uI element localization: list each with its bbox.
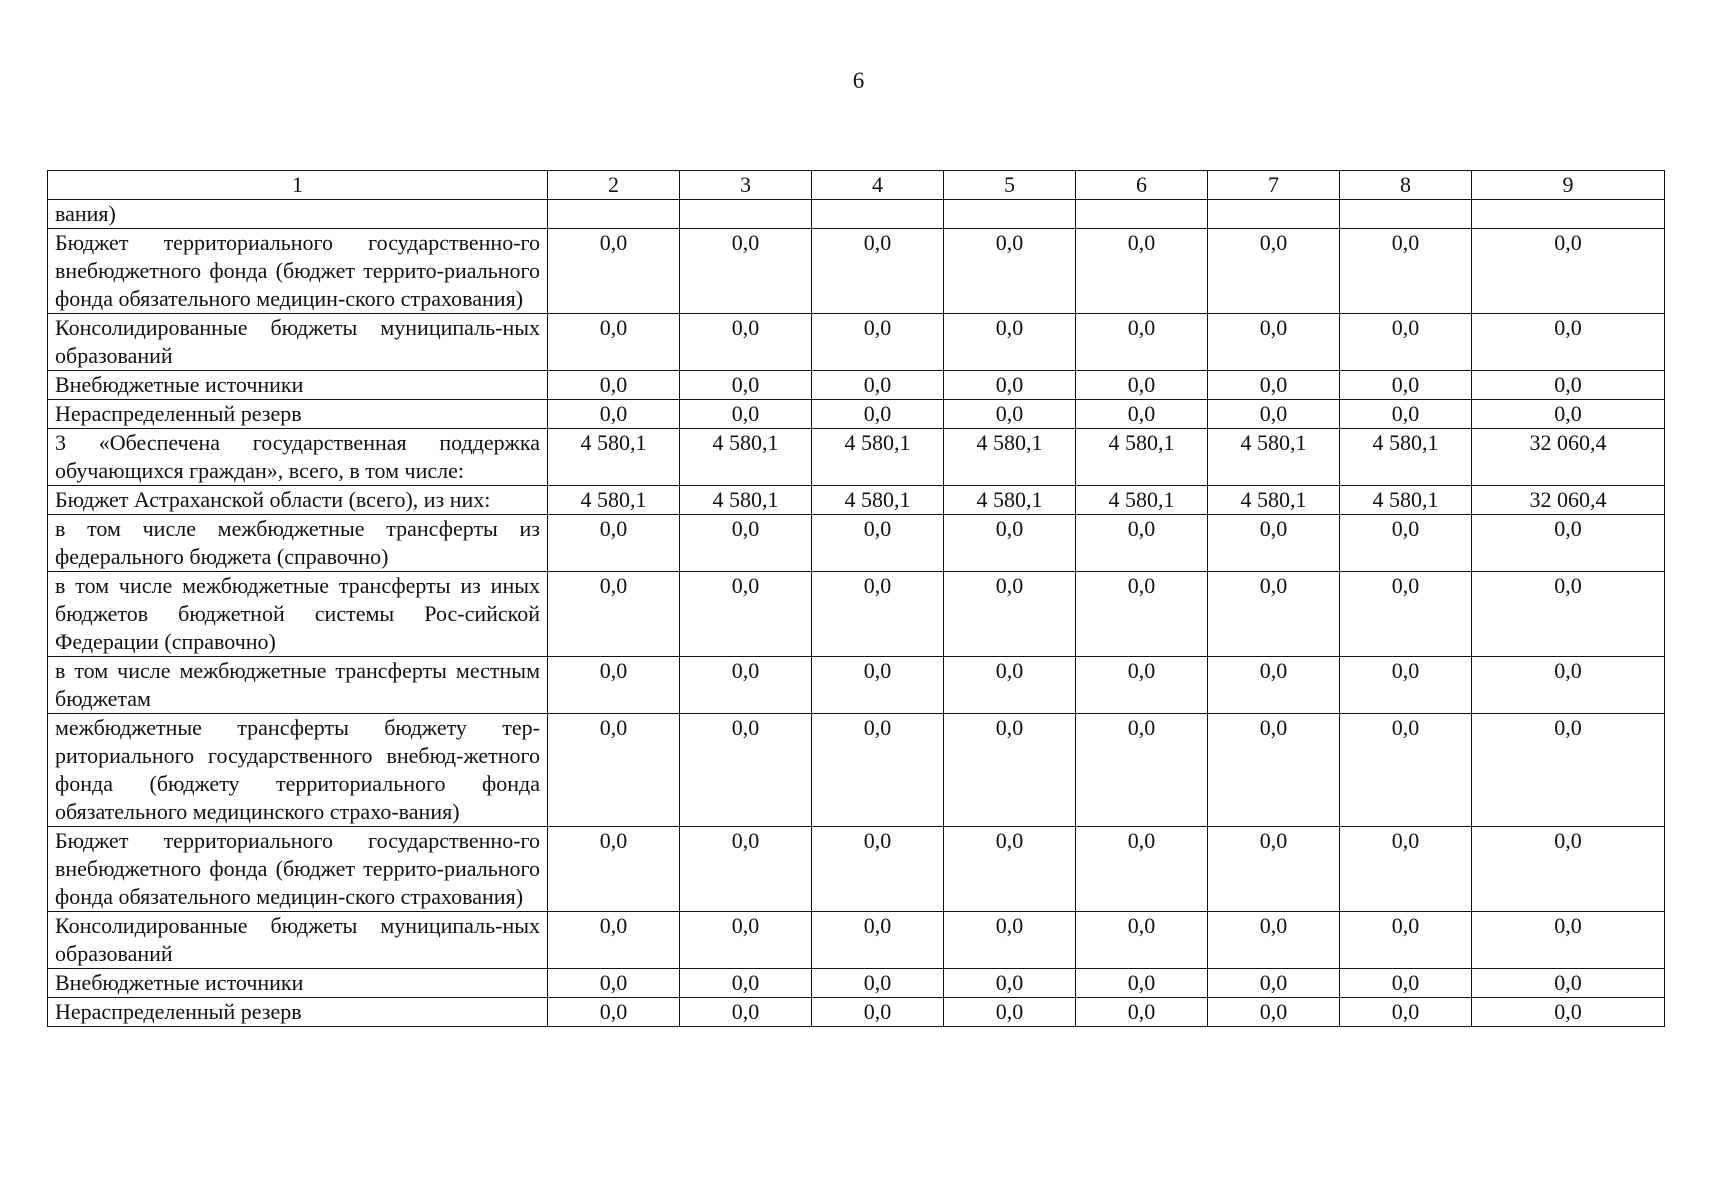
- row-value: 0,0: [1340, 998, 1472, 1027]
- row-value: 0,0: [812, 714, 944, 827]
- column-header: 1: [48, 171, 548, 200]
- row-value: 4 580,1: [680, 486, 812, 515]
- header-row: [48, 171, 1665, 200]
- row-value: 0,0: [680, 371, 812, 400]
- row-value: 4 580,1: [680, 429, 812, 486]
- row-value: 0,0: [1208, 515, 1340, 572]
- column-header: 6: [1076, 171, 1208, 200]
- row-value: 0,0: [548, 371, 680, 400]
- row-value: 0,0: [1208, 827, 1340, 912]
- row-value: 0,0: [944, 314, 1076, 371]
- row-value: 0,0: [680, 714, 812, 827]
- row-value: 0,0: [1472, 400, 1665, 429]
- row-value: 0,0: [1208, 657, 1340, 714]
- row-value: 0,0: [680, 314, 812, 371]
- row-value: 0,0: [680, 572, 812, 657]
- row-value: 0,0: [1340, 314, 1472, 371]
- row-label: вания): [48, 200, 548, 229]
- row-value: 0,0: [944, 371, 1076, 400]
- row-value: 0,0: [1208, 572, 1340, 657]
- row-label: Нераспределенный резерв: [48, 400, 548, 429]
- row-value: 0,0: [1208, 969, 1340, 998]
- row-value: 4 580,1: [1208, 429, 1340, 486]
- row-value: [1076, 200, 1208, 229]
- row-value: [548, 200, 680, 229]
- row-label: в том числе межбюджетные трансферты из иных бюджетов бюджетной системы Рос-сийской Федерации (справочно): [48, 572, 548, 657]
- row-value: 4 580,1: [1076, 486, 1208, 515]
- table-row: [48, 400, 1665, 429]
- row-value: 0,0: [944, 229, 1076, 314]
- row-value: 0,0: [548, 969, 680, 998]
- row-value: 0,0: [1472, 969, 1665, 998]
- row-value: 0,0: [1472, 314, 1665, 371]
- column-header: 2: [548, 171, 680, 200]
- table-row: [48, 714, 1665, 827]
- row-value: 0,0: [812, 969, 944, 998]
- row-value: 0,0: [1340, 371, 1472, 400]
- row-value: 0,0: [944, 515, 1076, 572]
- row-value: 0,0: [1076, 400, 1208, 429]
- row-value: 0,0: [548, 515, 680, 572]
- row-value: 0,0: [1340, 912, 1472, 969]
- table-row: [48, 998, 1665, 1027]
- row-value: 0,0: [1076, 998, 1208, 1027]
- column-header: 5: [944, 171, 1076, 200]
- row-label: в том числе межбюджетные трансферты местным бюджетам: [48, 657, 548, 714]
- row-value: 0,0: [944, 572, 1076, 657]
- row-label: Бюджет территориального государственно-го внебюджетного фонда (бюджет террито-риального фонда обязательного медицин-ского страхования): [48, 827, 548, 912]
- row-value: 0,0: [1076, 912, 1208, 969]
- row-value: 0,0: [1208, 714, 1340, 827]
- row-value: 4 580,1: [1340, 486, 1472, 515]
- row-value: 4 580,1: [1076, 429, 1208, 486]
- row-value: 0,0: [1472, 229, 1665, 314]
- row-value: 4 580,1: [548, 429, 680, 486]
- row-label: Бюджет территориального государственно-го внебюджетного фонда (бюджет террито-риального фонда обязательного медицин-ского страхования): [48, 229, 548, 314]
- table-row: [48, 969, 1665, 998]
- table-row: [48, 371, 1665, 400]
- row-value: 0,0: [680, 969, 812, 998]
- column-header: 7: [1208, 171, 1340, 200]
- row-value: 4 580,1: [1208, 486, 1340, 515]
- row-value: 0,0: [680, 912, 812, 969]
- row-value: 0,0: [1340, 229, 1472, 314]
- row-value: 0,0: [1472, 998, 1665, 1027]
- row-value: 0,0: [1340, 400, 1472, 429]
- row-label: 3 «Обеспечена государственная поддержка обучающихся граждан», всего, в том числе:: [48, 429, 548, 486]
- row-value: 0,0: [548, 714, 680, 827]
- row-value: 4 580,1: [1340, 429, 1472, 486]
- row-label: Бюджет Астраханской области (всего), из них:: [48, 486, 548, 515]
- row-value: 0,0: [548, 572, 680, 657]
- row-value: 0,0: [1340, 969, 1472, 998]
- row-value: 0,0: [548, 400, 680, 429]
- column-header: 9: [1472, 171, 1665, 200]
- table-row: [48, 314, 1665, 371]
- row-value: 0,0: [1472, 714, 1665, 827]
- row-value: [1472, 200, 1665, 229]
- row-value: 0,0: [1076, 515, 1208, 572]
- row-value: 0,0: [812, 572, 944, 657]
- row-value: [812, 200, 944, 229]
- row-value: 4 580,1: [812, 486, 944, 515]
- table-row: [48, 657, 1665, 714]
- table-row: [48, 912, 1665, 969]
- row-value: 0,0: [1340, 714, 1472, 827]
- row-value: 4 580,1: [548, 486, 680, 515]
- table-row: [48, 229, 1665, 314]
- row-value: [1208, 200, 1340, 229]
- table-body: [48, 200, 1665, 1027]
- row-value: 0,0: [1076, 572, 1208, 657]
- row-value: 0,0: [1076, 827, 1208, 912]
- row-value: 0,0: [944, 969, 1076, 998]
- row-value: 0,0: [1472, 515, 1665, 572]
- row-value: 0,0: [1472, 827, 1665, 912]
- budget-table: [47, 170, 1665, 1027]
- row-value: 0,0: [812, 998, 944, 1027]
- row-value: 0,0: [1076, 314, 1208, 371]
- row-value: 0,0: [812, 371, 944, 400]
- table-row: [48, 827, 1665, 912]
- row-value: 0,0: [548, 912, 680, 969]
- row-value: 0,0: [944, 998, 1076, 1027]
- table-row: [48, 572, 1665, 657]
- row-value: 0,0: [944, 912, 1076, 969]
- column-header: 4: [812, 171, 944, 200]
- row-label: Внебюджетные источники: [48, 969, 548, 998]
- row-value: 0,0: [1076, 657, 1208, 714]
- row-value: 4 580,1: [944, 486, 1076, 515]
- row-value: 0,0: [1208, 229, 1340, 314]
- row-value: 32 060,4: [1472, 429, 1665, 486]
- row-label: в том числе межбюджетные трансферты из федерального бюджета (справочно): [48, 515, 548, 572]
- row-value: [944, 200, 1076, 229]
- row-value: 0,0: [944, 714, 1076, 827]
- row-value: 0,0: [548, 314, 680, 371]
- row-value: 0,0: [812, 229, 944, 314]
- row-label: Консолидированные бюджеты муниципаль-ных образований: [48, 912, 548, 969]
- row-value: 0,0: [548, 657, 680, 714]
- row-value: 0,0: [812, 400, 944, 429]
- row-value: 0,0: [812, 827, 944, 912]
- row-value: 0,0: [1472, 371, 1665, 400]
- table-row: [48, 200, 1665, 229]
- row-value: 0,0: [1208, 912, 1340, 969]
- row-value: 0,0: [812, 314, 944, 371]
- row-value: 0,0: [1076, 714, 1208, 827]
- row-value: 0,0: [1076, 969, 1208, 998]
- row-value: 0,0: [680, 998, 812, 1027]
- row-value: 0,0: [812, 515, 944, 572]
- column-header: 8: [1340, 171, 1472, 200]
- column-header: 3: [680, 171, 812, 200]
- row-value: 0,0: [680, 657, 812, 714]
- row-value: 0,0: [680, 400, 812, 429]
- row-value: 0,0: [680, 229, 812, 314]
- row-value: 0,0: [944, 657, 1076, 714]
- row-value: 0,0: [944, 827, 1076, 912]
- row-value: 0,0: [812, 912, 944, 969]
- row-value: 0,0: [1208, 314, 1340, 371]
- row-value: 0,0: [1208, 400, 1340, 429]
- row-value: 0,0: [1340, 515, 1472, 572]
- row-value: 32 060,4: [1472, 486, 1665, 515]
- row-value: [680, 200, 812, 229]
- row-value: 0,0: [548, 998, 680, 1027]
- row-value: 0,0: [1076, 371, 1208, 400]
- row-value: 0,0: [1076, 229, 1208, 314]
- row-value: 0,0: [1208, 998, 1340, 1027]
- row-value: 0,0: [944, 400, 1076, 429]
- row-value: 0,0: [1340, 827, 1472, 912]
- row-value: 0,0: [1472, 572, 1665, 657]
- row-label: Консолидированные бюджеты муниципаль-ных образований: [48, 314, 548, 371]
- row-label: межбюджетные трансферты бюджету тер-риториального государственного внебюд-жетного фонда (бюджету территориального фонда обязательного медицинского страхо-вания): [48, 714, 548, 827]
- page-number: 6: [852, 68, 865, 93]
- row-value: 0,0: [680, 515, 812, 572]
- table-row: [48, 486, 1665, 515]
- row-value: 0,0: [812, 657, 944, 714]
- table-row: [48, 515, 1665, 572]
- row-value: 0,0: [548, 827, 680, 912]
- row-value: [1340, 200, 1472, 229]
- row-value: 0,0: [1472, 912, 1665, 969]
- row-value: 0,0: [1340, 572, 1472, 657]
- table-row: [48, 429, 1665, 486]
- row-value: 4 580,1: [812, 429, 944, 486]
- row-value: 0,0: [1472, 657, 1665, 714]
- row-value: 4 580,1: [944, 429, 1076, 486]
- row-value: 0,0: [1340, 657, 1472, 714]
- row-value: 0,0: [548, 229, 680, 314]
- row-label: Нераспределенный резерв: [48, 998, 548, 1027]
- row-value: 0,0: [1208, 371, 1340, 400]
- row-value: 0,0: [680, 827, 812, 912]
- row-label: Внебюджетные источники: [48, 371, 548, 400]
